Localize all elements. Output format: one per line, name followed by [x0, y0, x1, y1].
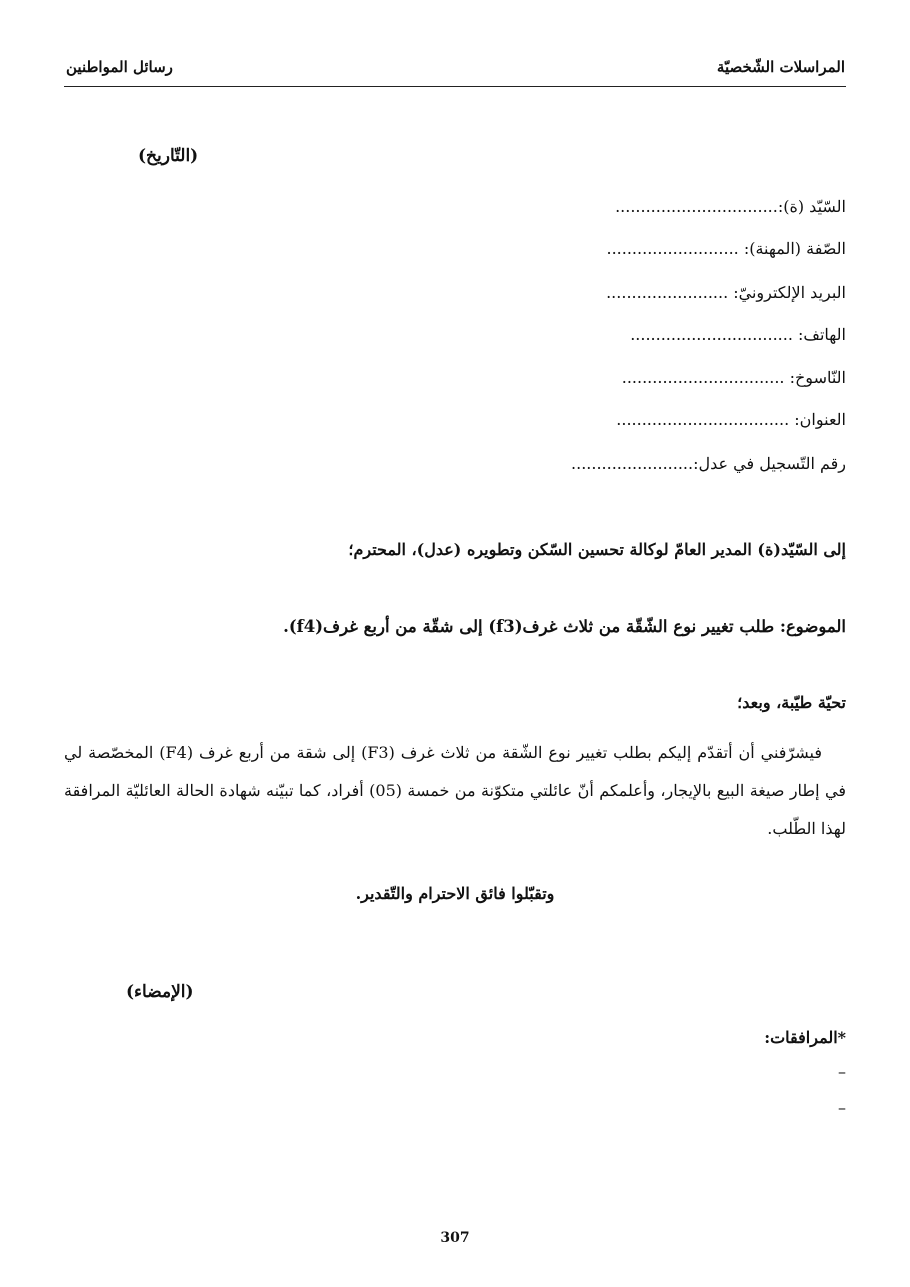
- sender-email-field: [606, 283, 846, 302]
- sender-name-label: السّيّد (ة):: [777, 197, 846, 216]
- sender-registration-dots: ........................: [571, 454, 694, 473]
- attachments-title: *المرافقات:: [764, 1028, 846, 1047]
- page-number: 307: [440, 1230, 470, 1246]
- recipient-line: إلى السّيّد(ة) المدير العامّ لوكالة تحسين السّكن وتطويره (عدل)، المحترم؛: [348, 540, 846, 559]
- greeting-line: تحيّة طيّبة، وبعد؛: [737, 693, 846, 712]
- sender-phone-field: [630, 325, 846, 344]
- sender-phone-label: الهاتف:: [792, 325, 846, 344]
- sender-email-label: البريد الإلكترونيّ:: [728, 283, 846, 302]
- header-section-title: المراسلات الشّخصيّة: [716, 58, 845, 76]
- header-chapter-title: رسائل المواطنين: [66, 58, 173, 76]
- sender-fax-field: [622, 368, 846, 387]
- sender-address-field: [616, 410, 846, 429]
- sender-profession-dots: ..........................: [606, 239, 739, 258]
- sender-fax-label: النّاسوخ:: [784, 368, 846, 387]
- attachment-item: –: [838, 1062, 846, 1081]
- subject-line: الموضوع: طلب تغيير نوع الشّقّة من ثلاث غرف(f3) إلى شقّة من أربع غرف(f4).: [283, 617, 846, 636]
- sender-profession-field: [607, 239, 847, 258]
- sender-registration-field: [571, 454, 846, 473]
- sender-registration-label: رقم التّسجيل في عدل:: [693, 454, 846, 473]
- sender-name-field: [615, 197, 846, 216]
- sender-phone-dots: ................................: [630, 325, 793, 344]
- letter-body-text: فيشرّفني أن أتقدّم إليكم بطلب تغيير نوع الشّقة من ثلاث غرف (F3) إلى شقة من أربع غرف (F4) المخصّصة لي في إطار صيغة البيع بالإيجار، وأعلمكم أنّ عائلتي متكوّنة من خمسة (05) أفراد، كما تبيّنه شهادة الحالة العائليّة المرافقة لهذا الطّلب.: [64, 743, 846, 838]
- date-placeholder: (التّاريخ): [138, 146, 199, 166]
- sender-profession-label: الصّفة (المهنة):: [738, 239, 846, 258]
- signature-placeholder: (الإمضاء): [126, 982, 194, 1002]
- letter-body: [64, 734, 846, 848]
- sender-fax-dots: ................................: [621, 368, 785, 387]
- sender-email-dots: ........................: [606, 283, 729, 302]
- sender-address-label: العنوان:: [789, 410, 846, 429]
- attachment-item: –: [838, 1098, 846, 1117]
- sender-name-dots: ................................: [615, 197, 778, 216]
- sender-address-dots: ..................................: [616, 410, 790, 429]
- closing-line: وتقبّلوا فائق الاحترام والتّقدير.: [355, 884, 555, 903]
- header-divider: [64, 86, 846, 87]
